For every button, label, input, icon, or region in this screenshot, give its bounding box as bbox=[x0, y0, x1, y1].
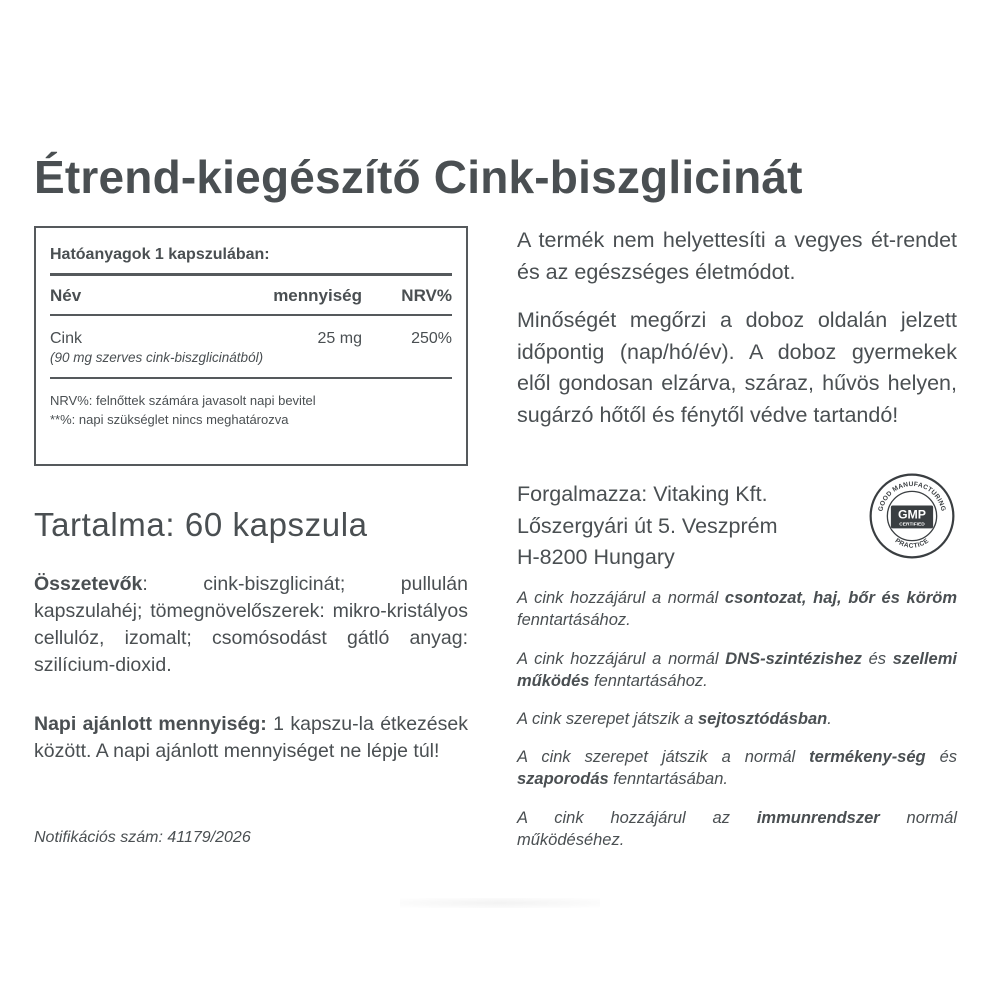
svg-text:PRACTICE bbox=[894, 537, 931, 549]
row-nrv: 250% bbox=[411, 330, 452, 347]
claim-bold: immunrendszer bbox=[756, 809, 880, 827]
distributor-address: Lőszergyári út 5. Veszprém bbox=[517, 513, 778, 538]
claim-text: fenntartásához. bbox=[589, 672, 708, 690]
ingredients bbox=[34, 571, 468, 679]
daily-dose bbox=[34, 711, 468, 765]
claim-text: . bbox=[827, 710, 832, 728]
nutrition-table bbox=[34, 226, 468, 466]
badge-center-text: GMP bbox=[897, 507, 927, 522]
health-claim-dna bbox=[517, 648, 957, 692]
row-subtext: (90 mg szerves cink-biszglicinátból) bbox=[50, 350, 264, 365]
bottom-shadow bbox=[400, 898, 600, 908]
col-amount: mennyiség bbox=[273, 286, 362, 305]
row-name: Cink bbox=[50, 330, 83, 347]
daily-dose-text: 1 kapszu-la étkezések között. A napi ajánlott mennyiséget ne lépje túl! bbox=[34, 713, 468, 762]
ingredients-text: : cink-biszglicinát; pullulán kapszulahéj; tömegnövelőszerek: mikro-kristályos cellulóz, izomalt; csomósodást gátló anyag: szilícium-dioxid. bbox=[34, 573, 468, 676]
product-title: Étrend-kiegészítő Cink-biszglicinát bbox=[34, 151, 803, 203]
nrv-note: NRV%: felnőttek számára javasolt napi bevitel bbox=[50, 392, 316, 408]
nutrition-header-row bbox=[50, 286, 452, 306]
badge-certified-text: CERTIFIED bbox=[899, 522, 925, 528]
health-claim-bones bbox=[517, 587, 957, 631]
badge-bottom-text: PRACTICE bbox=[893, 537, 931, 550]
col-name: Név bbox=[50, 286, 82, 305]
claim-text: fenntartásához. bbox=[517, 611, 631, 629]
health-claim-immune bbox=[517, 807, 957, 851]
storage-paragraph: Minőségét megőrzi a doboz oldalán jelzett időpontig (nap/hó/év). A doboz gyermekek elől gondosan elzárva, száraz, hűvös helyen, sugárzó hőtől és fénytől védve tartandó! bbox=[517, 308, 957, 427]
divider bbox=[50, 314, 452, 316]
claim-bold: sejtosztódásban bbox=[697, 710, 828, 728]
contents-heading: Tartalma: 60 kapszula bbox=[34, 506, 368, 543]
claim-text: A cink szerepet játszik a normál bbox=[517, 748, 810, 766]
divider bbox=[50, 273, 452, 276]
claim-text: fenntartásában. bbox=[608, 770, 728, 788]
claim-text: A cink hozzájárul a normál bbox=[517, 650, 726, 668]
claim-text: A cink szerepet játszik a bbox=[517, 710, 698, 728]
distributor-name: Forgalmazza: Vitaking Kft. bbox=[517, 482, 768, 506]
claim-text: normál működéséhez. bbox=[517, 809, 957, 849]
claim-bold: termékeny-ség bbox=[809, 748, 926, 766]
distributor-country: H-8200 Hungary bbox=[517, 545, 675, 569]
claim-text: A cink hozzájárul a normál bbox=[517, 589, 725, 607]
nutrition-row bbox=[50, 330, 452, 348]
health-claim-fertility bbox=[517, 746, 957, 790]
notification-number: Notifikációs szám: 41179/2026 bbox=[34, 829, 251, 846]
daily-dose-label: Napi ajánlott mennyiség: bbox=[34, 713, 267, 735]
claim-bold: csontozat, haj, bőr és köröm bbox=[724, 589, 957, 607]
col-nrv: NRV% bbox=[401, 286, 452, 305]
claim-text: és bbox=[861, 650, 893, 668]
row-amount: 25 mg bbox=[317, 330, 362, 347]
claim-text: A cink hozzájárul az bbox=[517, 809, 757, 827]
ingredients-label: Összetevők bbox=[34, 573, 143, 595]
claim-bold: szaporodás bbox=[517, 770, 609, 788]
claim-bold: szellemi működés bbox=[517, 650, 957, 690]
distributor-block bbox=[517, 479, 847, 574]
badge-top-text: GOOD MANUFACTURING bbox=[877, 481, 947, 513]
health-claim-cell-division bbox=[517, 708, 957, 730]
requirement-note: **%: napi szükséglet nincs meghatározva bbox=[50, 411, 289, 427]
claim-text: és bbox=[925, 748, 957, 766]
claim-bold: DNS-szintézishez bbox=[725, 650, 862, 668]
gmp-badge-icon bbox=[868, 472, 956, 560]
disclaimer-paragraph: A termék nem helyettesíti a vegyes ét-rendet és az egészséges életmódot. bbox=[517, 228, 957, 284]
divider bbox=[50, 377, 452, 379]
nutrition-heading: Hatóanyagok 1 kapszulában: bbox=[50, 246, 270, 263]
